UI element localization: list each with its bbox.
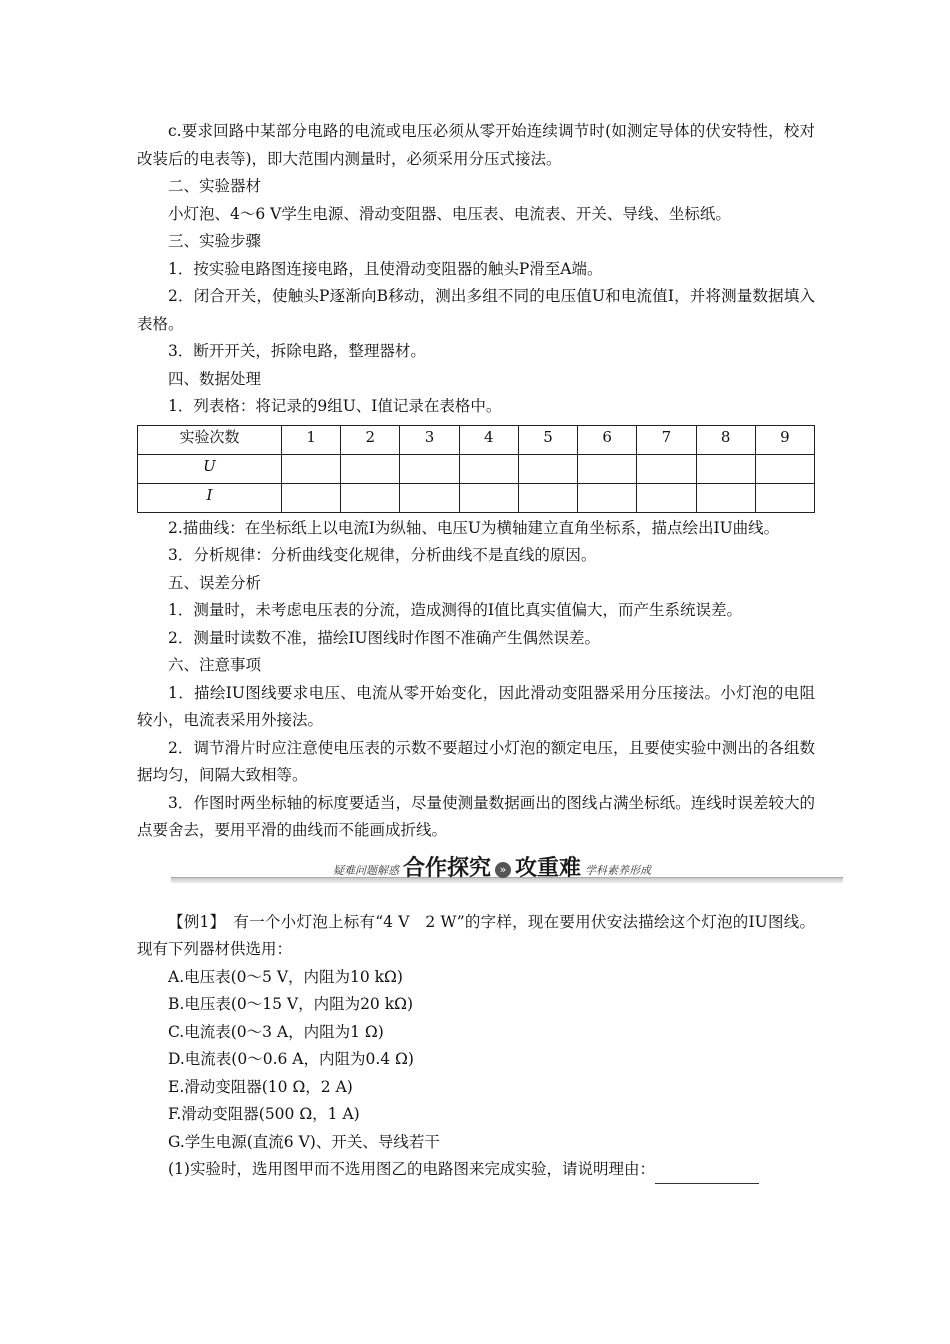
table-row [138,425,815,454]
banner-title-row [333,851,651,882]
table-cell [637,454,696,483]
table-row-label [138,483,282,512]
paragraph: 小灯泡、4～6 V学生电源、滑动变阻器、电压表、电流表、开关、导线、坐标纸。 [168,204,731,223]
option-f: F.滑动变阻器(500 Ω，1 A) [168,1105,360,1123]
paragraph: 1．列表格：将记录的9组U、I值记录在表格中。 [168,397,502,415]
table-cell [755,483,814,512]
table-cell [341,454,400,483]
table-row-label-text: U [203,456,216,475]
table-row-label-text: I [206,485,213,504]
section-heading: 五、误差分析 [168,573,262,592]
double-arrow-icon: » [495,862,511,878]
section-heading: 三、实验步骤 [168,232,262,250]
banner-title-2: 攻重难 [515,855,582,881]
table-header-cell: 1 [282,425,341,454]
answer-blank[interactable] [655,1167,759,1184]
table-cell [282,483,341,512]
option-d: D.电流表(0～0.6 A，内阻为0.4 Ω) [168,1050,414,1068]
table-cell [400,483,459,512]
table-header-cell: 7 [637,425,696,454]
table-row [138,483,815,512]
table-row-label [138,454,282,483]
banner-left-caption: 疑难问题解惑 [333,863,399,877]
data-table [137,425,815,513]
table-cell [341,483,400,512]
option-a: A.电压表(0～5 V，内阻为10 kΩ) [168,967,403,986]
table-header-cell: 4 [459,425,518,454]
table-cell [400,454,459,483]
table-cell [578,483,637,512]
table-cell [637,483,696,512]
table-cell [755,454,814,483]
example-intro: 【例1】 有一个小灯泡上标有“4 V 2 W”的字样，现在要用伏安法描绘这个灯泡的IU图线。现有下列器材供选用： [137,912,815,958]
banner-title-1: 合作探究 [403,855,492,881]
table-header-cell: 9 [755,425,814,454]
table-cell [578,454,637,483]
paragraph: c.要求回路中某部分电路的电流或电压必须从零开始连续调节时(如测定导体的伏安特性，校对改装后的电表等)，即大范围内测量时，必须采用分压式接法。 [137,122,815,168]
section-heading: 四、数据处理 [168,369,262,388]
banner-right-caption: 学科素养形成 [585,863,652,877]
paragraph: 3．作图时两坐标轴的标度要适当，尽量使测量数据画出的图线占满坐标纸。连线时误差较大的点要舍去，要用平滑的曲线而不能画成折线。 [137,793,815,839]
paragraph: 1．描绘IU图线要求电压、电流从零开始变化，因此滑动变阻器采用分压接法。小灯泡的电阻较小，电流表采用外接法。 [137,683,815,729]
table-header-cell: 2 [341,425,400,454]
document-page [137,118,815,1184]
paragraph: 1．按实验电路图连接电路，且使滑动变阻器的触头P滑至A端。 [168,259,603,278]
paragraph: 3．分析规律：分析曲线变化规律，分析曲线不是直线的原因。 [168,546,597,564]
table-cell [459,483,518,512]
table-row [138,454,815,483]
option-c: C.电流表(0～3 A，内阻为1 Ω) [168,1022,384,1041]
question-1-text: (1)实验时，选用图甲而不选用图乙的电路图来完成实验，请说明理由： [168,1160,655,1178]
paragraph: 1．测量时，未考虑电压表的分流，造成测得的I值比真实值偏大，而产生系统误差。 [168,601,742,619]
table-header-cell: 8 [696,425,755,454]
question-1 [137,1156,815,1184]
paragraph: 2．调节滑片时应注意使电压表的示数不要超过小灯泡的额定电压，且要使实验中测出的各组数据均匀，间隔大致相等。 [137,738,815,784]
table-header-cell: 实验次数 [138,425,282,454]
paragraph: 3．断开开关，拆除电路，整理器材。 [168,342,426,360]
section-banner [137,851,815,891]
table-cell [282,454,341,483]
table-header-cell: 5 [518,425,577,454]
option-e: E.滑动变阻器(10 Ω，2 A) [168,1077,353,1096]
table-cell [696,483,755,512]
paragraph: 2．测量时读数不准，描绘IU图线时作图不准确产生偶然误差。 [168,628,601,647]
section-heading: 六、注意事项 [168,656,262,674]
table-cell [696,454,755,483]
table-header-cell: 3 [400,425,459,454]
table-cell [459,454,518,483]
option-g: G.学生电源(直流6 V)、开关、导线若干 [168,1132,440,1151]
paragraph: 2．闭合开关，使触头P逐渐向B移动，测出多组不同的电压值U和电流值I，并将测量数据填入表格。 [137,287,815,333]
table-header-cell: 6 [578,425,637,454]
table-cell [518,454,577,483]
section-heading: 二、实验器材 [168,177,262,195]
table-cell [518,483,577,512]
option-b: B.电压表(0～15 V，内阻为20 kΩ) [168,995,414,1013]
paragraph: 2.描曲线：在坐标纸上以电流I为纵轴、电压U为横轴建立直角坐标系，描点绘出IU曲线。 [168,518,780,537]
